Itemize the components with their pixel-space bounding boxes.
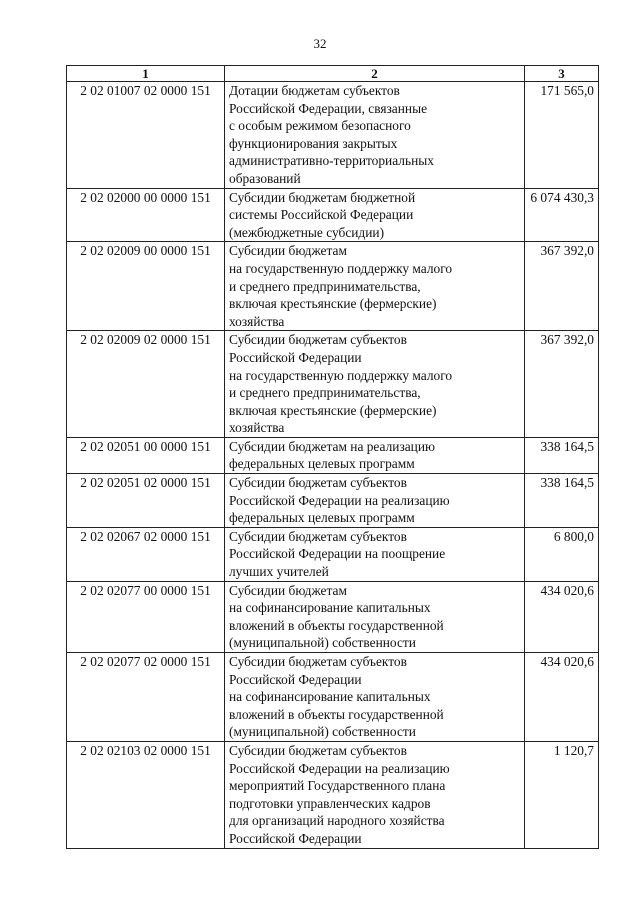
table-row [67,437,599,473]
row-code: 2 02 02000 00 0000 151 [67,188,225,242]
row-amount: 6 074 430,3 [525,188,599,242]
table-row [67,188,599,242]
row-name: Субсидии бюджетам субъектов Российской Федерации на поощрение лучших учителей [225,527,525,581]
table-row [67,82,599,189]
row-amount: 6 800,0 [525,527,599,581]
row-code: 2 02 02051 02 0000 151 [67,474,225,528]
row-code: 2 02 02067 02 0000 151 [67,527,225,581]
column-header-code: 1 [67,66,225,82]
table-row [67,581,599,652]
row-amount: 367 392,0 [525,331,599,438]
row-amount: 171 565,0 [525,82,599,189]
row-amount: 434 020,6 [525,581,599,652]
row-amount: 338 164,5 [525,474,599,528]
table-row [67,242,599,331]
row-code: 2 02 02077 00 0000 151 [67,581,225,652]
row-name: Субсидии бюджетам на государственную поддержку малого и среднего предпринимательства, включая крестьянские (фермерские) хозяйства [225,242,525,331]
page-number: 32 [313,36,327,51]
column-header-name: 2 [225,66,525,82]
row-amount: 1 120,7 [525,741,599,848]
table-header-row [67,66,599,82]
row-name: Субсидии бюджетам на софинансирование капитальных вложений в объекты государственной (муниципальной) собственности [225,581,525,652]
row-amount: 338 164,5 [525,437,599,473]
column-header-amount: 3 [525,66,599,82]
budget-revenue-table [66,65,599,849]
table-row [67,741,599,848]
row-name: Дотации бюджетам субъектов Российской Федерации, связанные с особым режимом безопасного функционирования закрытых административно-территориальных образований [225,82,525,189]
row-code: 2 02 02009 00 0000 151 [67,242,225,331]
table-row [67,527,599,581]
row-name: Субсидии бюджетам бюджетной системы Российской Федерации (межбюджетные субсидии) [225,188,525,242]
table-row [67,474,599,528]
row-amount: 434 020,6 [525,653,599,742]
row-amount: 367 392,0 [525,242,599,331]
row-name: Субсидии бюджетам субъектов Российской Федерации на государственную поддержку малого и среднего предпринимательства, включая крестьянские (фермерские) хозяйства [225,331,525,438]
row-name: Субсидии бюджетам субъектов Российской Федерации на софинансирование капитальных вложений в объекты государственной (муниципальной) собственности [225,653,525,742]
row-code: 2 02 02009 02 0000 151 [67,331,225,438]
row-code: 2 02 02051 00 0000 151 [67,437,225,473]
row-code: 2 02 02077 02 0000 151 [67,653,225,742]
row-name: Субсидии бюджетам субъектов Российской Федерации на реализацию мероприятий Государственного плана подготовки управленческих кадров для организаций народного хозяйства Российской Федерации [225,741,525,848]
row-name: Субсидии бюджетам субъектов Российской Федерации на реализацию федеральных целевых программ [225,474,525,528]
table-row [67,653,599,742]
row-name: Субсидии бюджетам на реализацию федеральных целевых программ [225,437,525,473]
row-code: 2 02 02103 02 0000 151 [67,741,225,848]
table-row [67,331,599,438]
row-code: 2 02 01007 02 0000 151 [67,82,225,189]
